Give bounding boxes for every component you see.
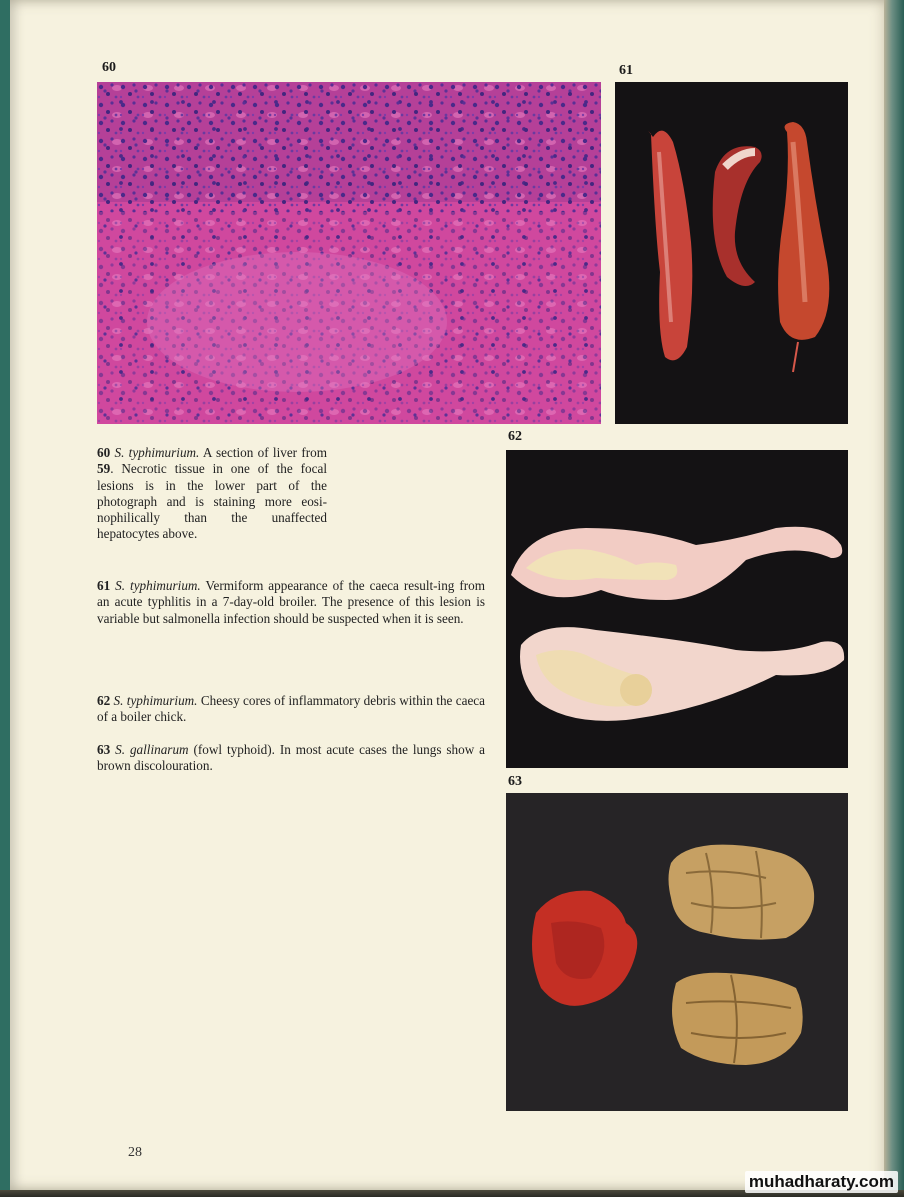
caption-63-species: S. gallinarum bbox=[115, 742, 189, 757]
caption-60-number: 60 bbox=[97, 445, 111, 460]
caption-60-text-b: . Necrotic tissue in one of the focal lesions is in the lower part of the photograph and is staining more eosi-nophilically than the unaffected hepatocytes above. bbox=[97, 461, 327, 542]
figure-63-label: 63 bbox=[508, 774, 522, 789]
caption-61-number: 61 bbox=[97, 578, 111, 593]
caption-62-text: Cheesy cores of inflammatory debris within the caeca of a boiler chick. bbox=[97, 693, 486, 725]
watermark: muhadharaty.com bbox=[745, 1171, 898, 1193]
figure-60-histology-photo bbox=[97, 82, 601, 424]
caption-61-species: S. typhimurium. bbox=[115, 578, 201, 593]
caption-63-number: 63 bbox=[97, 742, 111, 757]
figure-62-caeca-photo bbox=[506, 450, 848, 768]
figure-60-label: 60 bbox=[102, 60, 116, 75]
caption-60 bbox=[97, 445, 327, 543]
caption-60-species: S. typhimurium. bbox=[114, 445, 200, 460]
caption-62-number: 62 bbox=[97, 693, 111, 708]
caption-63-text: (fowl typhoid). In most acute cases the lungs show a brown discolouration. bbox=[97, 742, 486, 774]
figure-63-lungs-photo bbox=[506, 793, 848, 1111]
caption-62 bbox=[97, 693, 485, 726]
page-number: 28 bbox=[128, 1145, 142, 1160]
caption-60-text-a: A section of liver from bbox=[199, 445, 327, 460]
caption-61-text: Vermiform appearance of the caeca result-ing from an acute typhlitis in a 7-day-old broiler. The presence of this lesion is variable but salmonella infection should be suspected when it is seen. bbox=[97, 578, 485, 626]
caption-61 bbox=[97, 578, 485, 627]
caption-60-reference: 59 bbox=[97, 461, 111, 477]
figure-61-caeca-photo bbox=[615, 82, 848, 424]
caption-62-species: S. typhimurium. bbox=[113, 693, 198, 708]
caption-63 bbox=[97, 742, 485, 775]
figure-61-label: 61 bbox=[619, 63, 633, 78]
figure-62-label: 62 bbox=[508, 429, 522, 444]
book-spine-shadow bbox=[884, 0, 904, 1197]
book-page bbox=[10, 0, 894, 1190]
